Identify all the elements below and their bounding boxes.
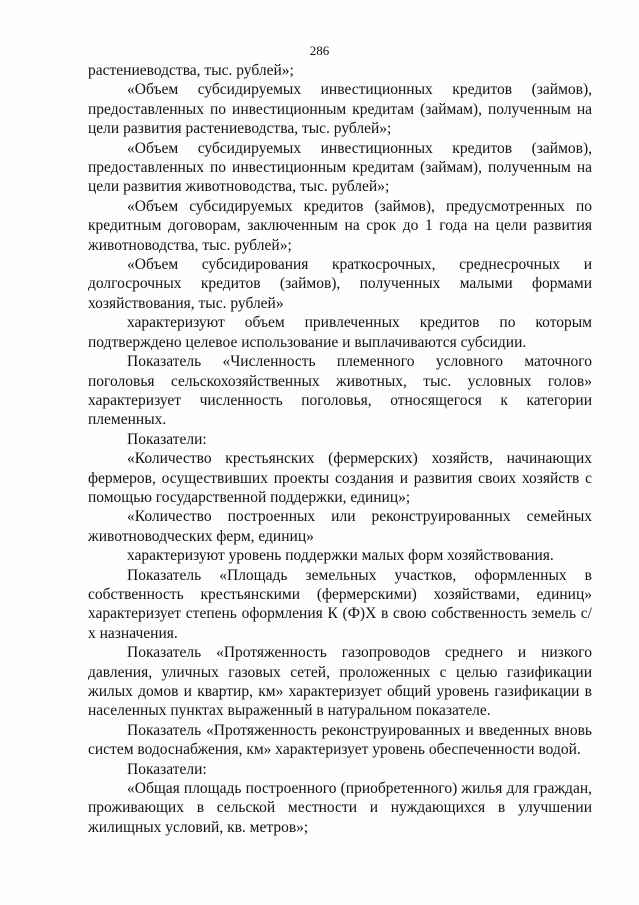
paragraph: характеризуют уровень поддержки малых форм хозяйствования.: [127, 547, 554, 565]
paragraph: «Объем субсидируемых инвестиционных кредитов (займов), предоставленных по инвестиционным кредитам (займам), полученным на цели развития животноводства, тыс. рублей»;: [88, 139, 592, 196]
paragraph: растениеводства, тыс. рублей»;: [88, 62, 294, 79]
paragraph: «Общая площадь построенного (приобретенного) жилья для граждан, проживающих в сельской местности и нуждающихся в улучшении жилищных условий, кв. метров»;: [88, 780, 592, 836]
document-body: [88, 61, 592, 837]
paragraph-heading: Показатели:: [127, 430, 207, 448]
paragraph: «Объем субсидируемых кредитов (займов), предусмотренных по кредитным договорам, заключенным на срок до 1 года на цели развития животноводства, тыс. рублей»;: [88, 197, 592, 254]
page-number: 286: [309, 43, 330, 58]
paragraph: характеризуют объем привлеченных кредитов по которым подтверждено целевое использование и выплачиваются субсидии.: [88, 314, 592, 351]
paragraph: «Объем субсидирования краткосрочных, среднесрочных и долгосрочных кредитов (займов), полученных малыми формами хозяйствования, тыс. рублей»: [88, 256, 592, 312]
paragraph: «Объем субсидируемых инвестиционных кредитов (займов), предоставленных по инвестиционным кредитам (займам), полученным на цели развития растениеводства, тыс. рублей»;: [88, 81, 592, 138]
paragraph: «Количество построенных или реконструированных семейных животноводческих ферм, единиц»: [88, 508, 592, 545]
paragraph: Показатель «Численность племенного условного маточного поголовья сельскохозяйственных животных, тыс. условных голов» характеризует численность поголовья, относящегося к категории племенных.: [88, 353, 592, 429]
paragraph: «Количество крестьянских (фермерских) хозяйств, начинающих фермеров, осуществивших проекты создания и развития своих хозяйств с помощью государственной поддержки, единиц»;: [88, 450, 592, 506]
paragraph-heading: Показатели:: [127, 760, 207, 778]
paragraph: Показатель «Протяженность газопроводов среднего и низкого давления, уличных газовых сетей, проложенных с целью газификации жилых домов и квартир, км» характеризует общий уровень газификации в населенных пунктах выраженный в натуральном показателе.: [88, 644, 592, 720]
paragraph: Показатель «Протяженность реконструированных и введенных вновь систем водоснабжения, км» характеризует уровень обеспеченности водой.: [88, 721, 592, 759]
paragraph: Показатель «Площадь земельных участков, оформленных в собственность крестьянскими (фермерскими) хозяйствами, единиц» характеризует степень оформления К (Ф)Х в свою собственность земель с/х назначения.: [88, 566, 592, 642]
